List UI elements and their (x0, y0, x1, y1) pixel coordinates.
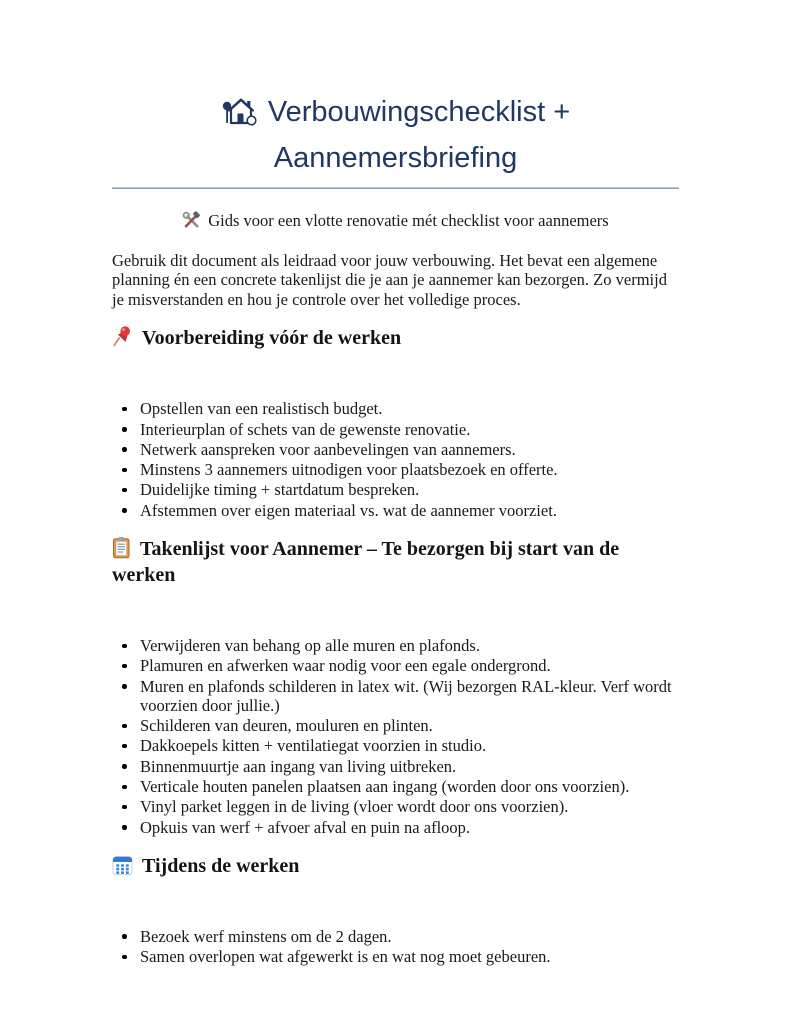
clipboard-icon (112, 536, 131, 559)
tijdens-list (112, 927, 679, 967)
section-heading-takenlijst (112, 536, 679, 588)
hammer-wrench-icon (182, 211, 201, 230)
voorbereiding-list (112, 399, 679, 520)
list-item: Dakkoepels kitten + ventilatiegat voorzien in studio. (112, 736, 679, 755)
title-line-2: Aannemersbriefing (273, 142, 518, 174)
section-heading-voorbereiding (112, 325, 679, 351)
title-line-1: Verbouwingschecklist + (267, 96, 571, 128)
title-rule (112, 187, 679, 189)
section-heading-text: Tijdens de werken (142, 854, 300, 877)
calendar-icon (112, 855, 133, 876)
section-heading-tijdens (112, 853, 679, 879)
house-icon (221, 95, 258, 138)
list-item: Plamuren en afwerken waar nodig voor een egale ondergrond. (112, 656, 679, 675)
list-item: Minstens 3 aannemers uitnodigen voor plaatsbezoek en offerte. (112, 460, 679, 479)
list-item: Verwijderen van behang op alle muren en plafonds. (112, 636, 679, 655)
list-item: Opkuis van werf + afvoer afval en puin na afloop. (112, 818, 679, 837)
list-item: Vinyl parket leggen in de living (vloer wordt door ons voorzien). (112, 797, 679, 816)
list-item: Interieurplan of schets van de gewenste renovatie. (112, 420, 679, 439)
section-heading-text: Takenlijst voor Aannemer – Te bezorgen bij start van de werken (112, 538, 620, 586)
page-title (112, 92, 679, 178)
list-item: Duidelijke timing + startdatum bespreken. (112, 480, 679, 499)
list-item: Muren en plafonds schilderen in latex wit. (Wij bezorgen RAL-kleur. Verf wordt voorzien door jullie.) (112, 677, 679, 716)
list-item: Verticale houten panelen plaatsen aan ingang (worden door ons voorzien). (112, 777, 679, 796)
document-subtitle (112, 211, 679, 231)
list-item: Samen overlopen wat afgewerkt is en wat nog moet gebeuren. (112, 947, 679, 966)
list-item: Afstemmen over eigen materiaal vs. wat de aannemer voorziet. (112, 501, 679, 520)
pushpin-icon (112, 325, 133, 348)
section-heading-text: Voorbereiding vóór de werken (142, 327, 402, 350)
intro-paragraph: Gebruik dit document als leidraad voor jouw verbouwing. Het bevat een algemene planning én een concrete takenlijst die je aan je aannemer kan bezorgen. Zo vermijd je misverstanden en hou je controle over het volledige proces. (112, 251, 667, 309)
list-item: Binnenmuurtje aan ingang van living uitbreken. (112, 757, 679, 776)
list-item: Schilderen van deuren, mouluren en plinten. (112, 716, 679, 735)
subtitle-text: Gids voor een vlotte renovatie mét checklist voor aannemers (208, 211, 609, 230)
list-item: Opstellen van een realistisch budget. (112, 399, 679, 418)
list-item: Netwerk aanspreken voor aanbevelingen van aannemers. (112, 440, 679, 459)
takenlijst-list (112, 636, 679, 837)
list-item: Bezoek werf minstens om de 2 dagen. (112, 927, 679, 946)
